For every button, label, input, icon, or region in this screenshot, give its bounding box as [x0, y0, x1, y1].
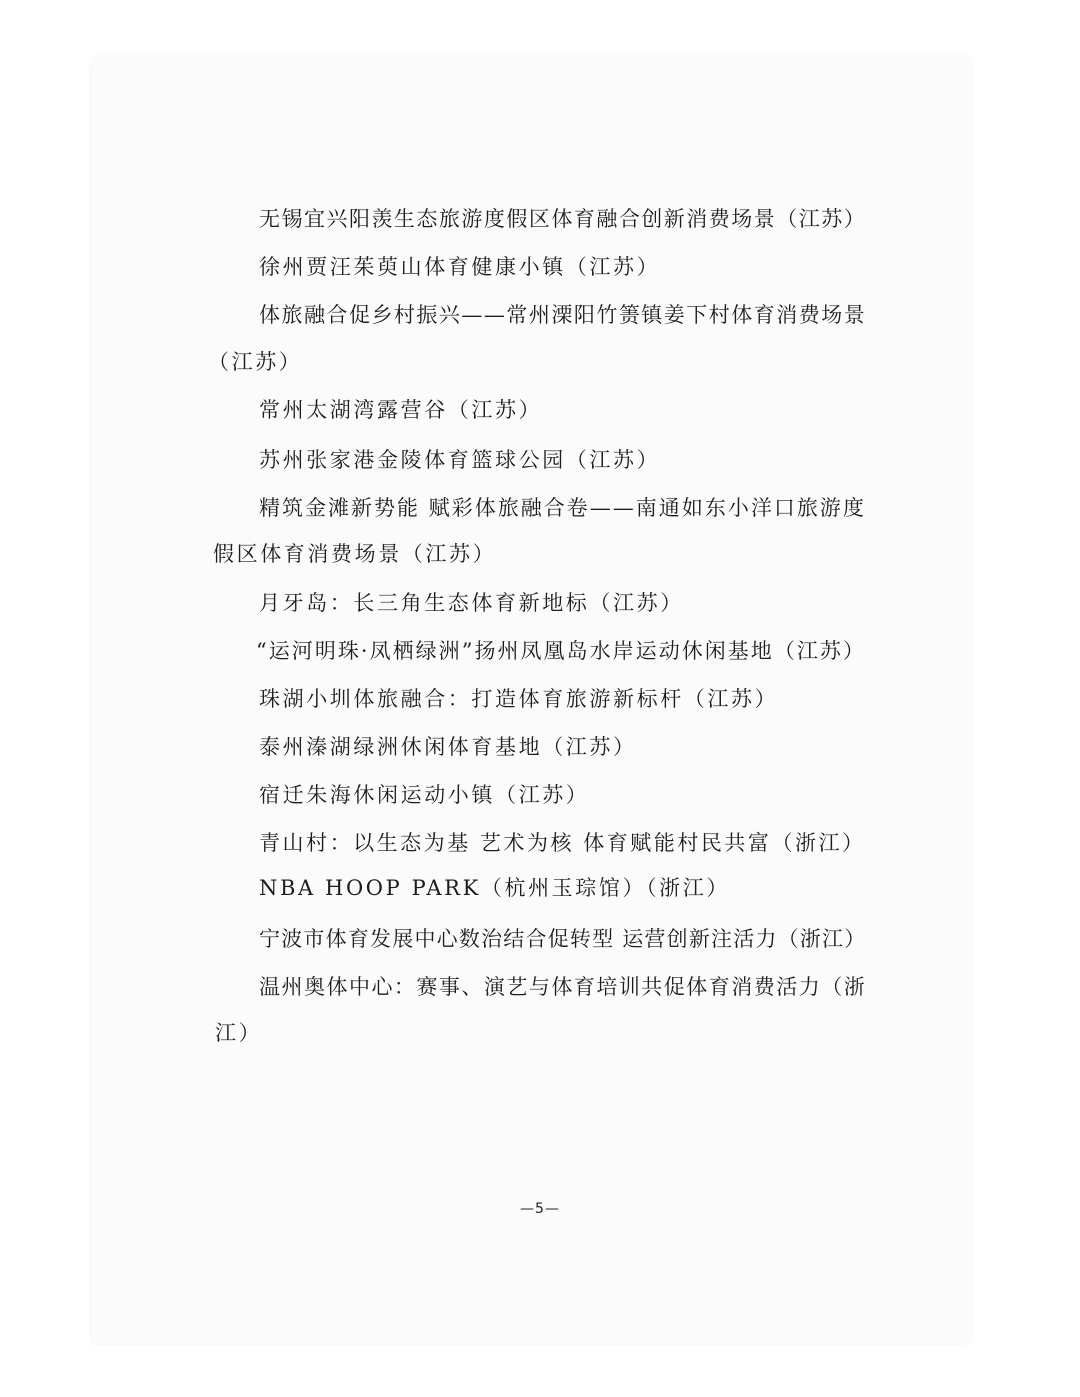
list-item: “运河明珠·凤栖绿洲”扬州凤凰岛水岸运动休闲基地（江苏）: [256, 639, 866, 663]
page-number: —5—: [520, 1201, 560, 1217]
list-item: 宿迁朱海休闲运动小镇（江苏）: [259, 783, 590, 807]
list-item: 精筑金滩新势能 赋彩体旅融合卷——南通如东小洋口旅游度: [259, 496, 866, 520]
list-item-continuation: 假区体育消费场景（江苏）: [213, 542, 497, 566]
list-item: 体旅融合促乡村振兴——常州溧阳竹箦镇姜下村体育消费场景: [259, 303, 867, 327]
list-item: 月牙岛：长三角生态体育新地标（江苏）: [259, 591, 684, 615]
list-item: 苏州张家港金陵体育篮球公园（江苏）: [259, 448, 661, 472]
list-item-continuation: 江）: [215, 1021, 263, 1045]
list-item-continuation: （江苏）: [208, 350, 303, 374]
list-item: 无锡宜兴阳羡生态旅游度假区体育融合创新消费场景（江苏）: [259, 207, 867, 231]
list-item: NBA HOOP PARK（杭州玉琮馆）（浙江）: [259, 876, 730, 900]
list-item: 泰州溱湖绿洲休闲体育基地（江苏）: [259, 735, 637, 759]
list-item: 徐州贾汪茱萸山体育健康小镇（江苏）: [259, 255, 661, 279]
list-item: 常州太湖湾露营谷（江苏）: [259, 398, 543, 422]
list-item: 宁波市体育发展中心数治结合促转型 运营创新注活力（浙江）: [259, 927, 867, 951]
list-item: 温州奥体中心：赛事、演艺与体育培训共促体育消费活力（浙: [259, 975, 867, 999]
list-item: 珠湖小圳体旅融合：打造体育旅游新标杆（江苏）: [259, 687, 779, 711]
list-item: 青山村：以生态为基 艺术为核 体育赋能村民共富（浙江）: [259, 831, 866, 855]
